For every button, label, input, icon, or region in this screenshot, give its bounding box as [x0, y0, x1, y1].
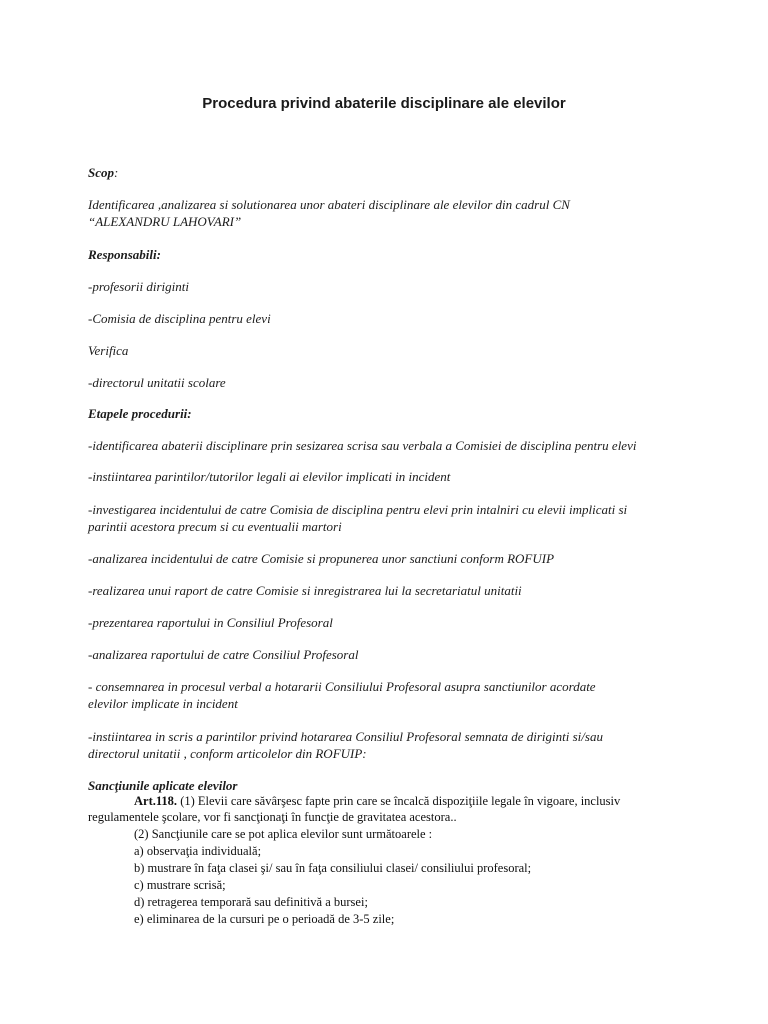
verifica-item-1: -directorul unitatii scolare — [88, 375, 226, 390]
responsabili-item-2: -Comisia de disciplina pentru elevi — [88, 311, 271, 326]
responsabili-heading: Responsabili: — [88, 247, 161, 262]
etape-step-3-line-2: parintii acestora precum si cu eventualii martori — [88, 519, 342, 534]
article-118-line-2: regulamentele şcolare, vor fi sancţionaţi în funcţie de gravitatea acestora.. — [88, 810, 457, 824]
sanction-item-b: b) mustrare în faţa clasei şi/ sau în faţa consiliului clasei/ consiliului profesoral; — [134, 861, 532, 875]
verifica-heading: Verifica — [88, 343, 129, 358]
etape-step-8-line-2: elevilor implicate in incident — [88, 696, 238, 711]
sanctiuni-heading: Sancţiunile aplicate elevilor — [88, 778, 238, 793]
etape-step-7: -analizarea raportului de catre Consiliul Profesoral — [88, 647, 359, 662]
sanction-item-a: a) observaţia individuală; — [134, 844, 262, 858]
scop-text-line-2: “ALEXANDRU LAHOVARI” — [88, 214, 242, 229]
etape-step-4: -analizarea incidentului de catre Comisie si propunerea unor sanctiuni conform ROFUIP — [88, 551, 555, 566]
sanction-item-c: c) mustrare scrisă; — [134, 878, 226, 892]
sanction-item-e: e) eliminarea de la cursuri pe o perioadă de 3-5 zile; — [134, 912, 395, 926]
scop-heading: Scop — [88, 165, 114, 180]
article-118-line-1 — [134, 793, 620, 809]
article-118-text-1: (1) Elevii care săvârşesc fapte prin care se încalcă dispoziţiile legale în vigoare, inclusiv — [177, 794, 621, 808]
article-label: Art.118. — [134, 794, 178, 808]
etape-step-8-line-1: - consemnarea in procesul verbal a hotararii Consiliului Profesoral asupra sanctiunilor acordate — [88, 679, 596, 694]
document-title: Procedura privind abaterile disciplinare ale elevilor — [202, 95, 566, 112]
scop-heading-line — [88, 164, 688, 181]
etape-step-6: -prezentarea raportului in Consiliul Profesoral — [88, 615, 333, 630]
etape-step-9-line-1: -instiintarea in scris a parintilor privind hotararea Consiliul Profesoral semnata de diriginti si/sau — [88, 729, 603, 744]
etape-step-1: -identificarea abaterii disciplinare prin sesizarea scrisa sau verbala a Comisiei de disciplina pentru elevi — [88, 438, 637, 453]
etape-step-3-line-1: -investigarea incidentului de catre Comisia de disciplina pentru elevi prin intalniri cu elevii implicati si — [88, 502, 628, 517]
etape-step-9-line-2: directorul unitatii , conform articolelor din ROFUIP: — [88, 746, 367, 761]
sanction-item-d: d) retragerea temporară sau definitivă a bursei; — [134, 895, 368, 909]
scop-colon: : — [114, 165, 119, 180]
responsabili-item-1: -profesorii diriginti — [88, 279, 189, 294]
etape-heading: Etapele procedurii: — [88, 406, 192, 421]
article-118-line-3: (2) Sancţiunile care se pot aplica elevilor sunt următoarele : — [134, 827, 433, 841]
scop-text-line-1: Identificarea ,analizarea si solutionarea unor abateri disciplinare ale elevilor din cadrul CN — [88, 197, 570, 212]
etape-step-5: -realizarea unui raport de catre Comisie si inregistrarea lui la secretariatul unitatii — [88, 583, 522, 598]
etape-step-2: -instiintarea parintilor/tutorilor legali ai elevilor implicati in incident — [88, 469, 451, 484]
